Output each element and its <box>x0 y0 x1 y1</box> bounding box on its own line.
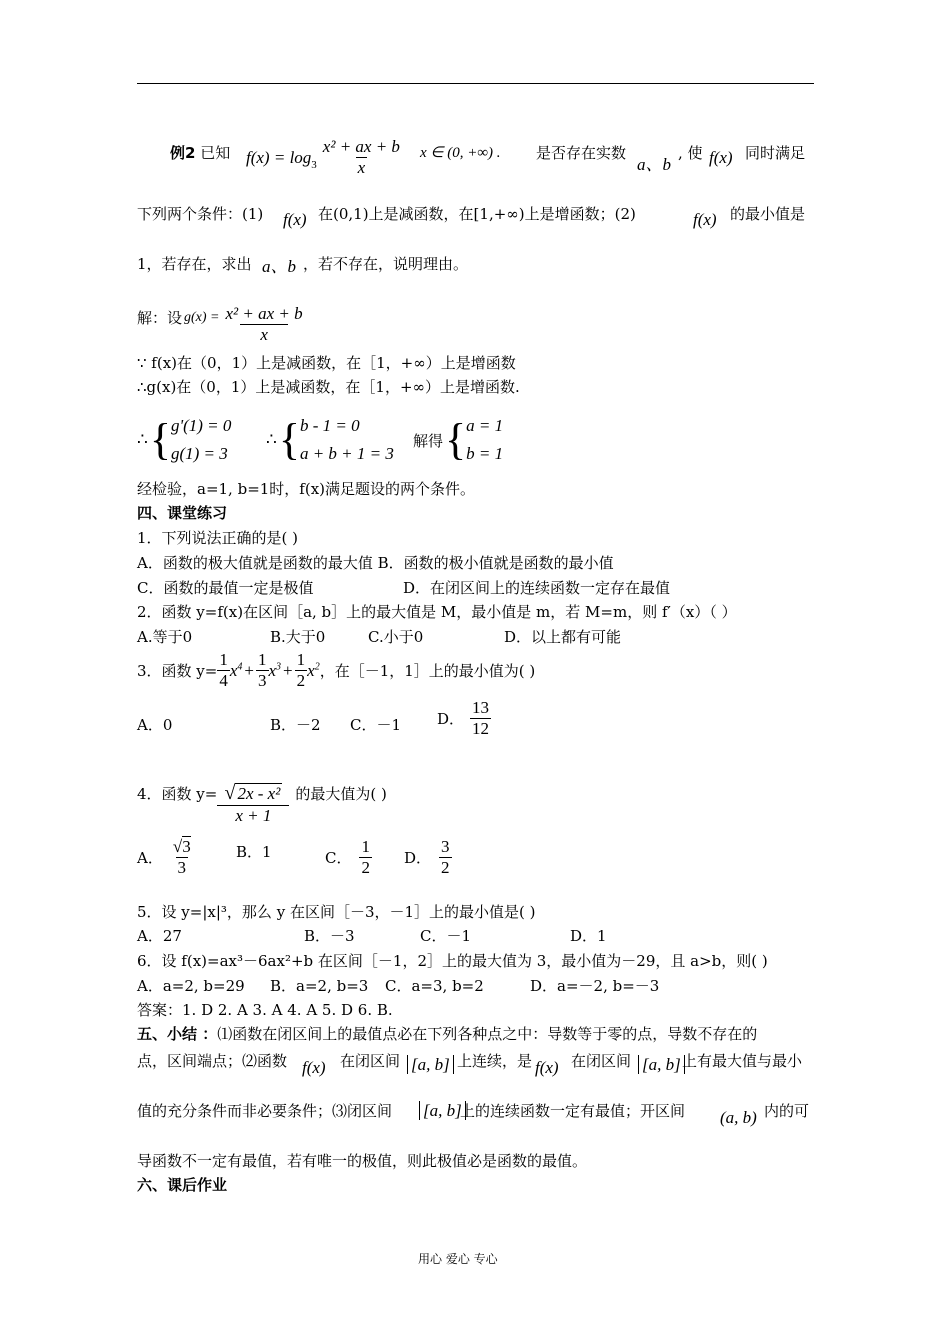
example-line3-ab: a、b <box>262 257 296 276</box>
section5-line4: 导函数不一定有最值，若有唯一的极值，则此极值必是函数的最值。 <box>137 1152 588 1170</box>
section5-fx-1: f(x) <box>302 1058 326 1077</box>
example-line3-b: ，若不存在，说明理由。 <box>303 255 469 273</box>
q4-option-a: A． $\frac{√3}{3}$ <box>137 837 191 877</box>
example-line2-c: 的最小值是 <box>730 205 806 223</box>
example-fx: f(x) <box>709 148 733 167</box>
section5-line3-a: 值的充分条件而非必要条件；⑶闭区间 <box>137 1102 393 1120</box>
section5-line2-e: 上有最大值与最小 <box>682 1052 803 1070</box>
q1-option-d: D．在闭区间上的连续函数一定存在最值 <box>403 579 671 597</box>
section5-interval-2: [a, b] <box>638 1055 685 1075</box>
q6-option-d: D．a=－2, b=－3 <box>530 977 660 995</box>
section5-line2-c: 上连续，是 <box>457 1052 533 1070</box>
example-question: 是否存在实数 <box>536 144 627 162</box>
solution-check: 经检验，a=1, b=1时，f(x)满足题设的两个条件。 <box>137 480 476 498</box>
q1: 1．下列说法正确的是( ) <box>137 529 299 547</box>
section5-interval-open: (a, b) <box>720 1108 757 1127</box>
section5-line3-b: 上的连续函数一定有最值；开区间 <box>460 1102 686 1120</box>
example-line2-fx2: f(x) <box>693 210 717 229</box>
solution-system-3: 解得 { a = 1 b = 1 <box>413 415 504 464</box>
q6-option-c: C．a=3, b=2 <box>385 977 484 995</box>
q2-option-d: D．以上都有可能 <box>504 628 622 646</box>
example-q3: 同时满足 <box>745 144 806 162</box>
q5-option-d: D．1 <box>570 927 607 945</box>
q1-option-c: C．函数的最值一定是极值 <box>137 579 314 597</box>
section5-interval-1: [a, b] <box>407 1055 454 1075</box>
q6: 6．设 f(x)=ax³－6ax²+b 在区间［－1，2］上的最大值为 3，最小值为－29，且 a>b，则( ) <box>137 952 768 970</box>
q4: 4．函数 y= √ 2x - x² x + 1 的最大值为( ) <box>137 782 387 825</box>
page-footer: 用心 爱心 专心 <box>418 1252 498 1266</box>
q2-option-b: B.大于0 <box>270 628 326 646</box>
example-line2-b: 在(0,1)上是减函数，在[1,+∞)上是增函数；(2) <box>318 205 636 223</box>
q3-option-b: B．－2 <box>270 716 321 734</box>
solution-lead: 解：设 g(x) = $\frac{\text{x² + ax + b}}{x}$ <box>137 304 303 344</box>
q6-option-b: B．a=2, b=3 <box>270 977 369 995</box>
header-rule <box>137 83 814 84</box>
section5-line2-d: 在闭区间 <box>571 1052 632 1070</box>
q5-option-b: B．－3 <box>304 927 355 945</box>
example-q2: , 使 <box>678 144 703 162</box>
q2-option-a: A.等于0 <box>137 628 193 646</box>
f-definition: f(x) = log $_3$ $\frac{\text{x² + ax + b}}{x}$ <box>246 137 400 177</box>
q6-option-a: A．a=2, b=29 <box>137 977 245 995</box>
q4-option-d: D． $\frac{3}{2}$ <box>404 837 450 877</box>
q3-option-d: D． $\frac{13}{12}$ <box>437 698 490 738</box>
solution-therefore: ∴g(x)在（0，1）上是减函数，在［1，+∞）上是增函数. <box>137 378 520 396</box>
q4-option-c: C． $\frac{1}{2}$ <box>325 837 370 877</box>
example-ab: a、b <box>637 155 671 174</box>
section6-title: 六、课后作业 <box>137 1176 228 1194</box>
example-line3-a: 1，若存在，求出 <box>137 255 252 273</box>
example-domain: x ∈ (0, +∞) . <box>420 145 501 161</box>
q2: 2．函数 y=f(x)在区间［a, b］上的最大值是 M，最小值是 m，若 M=m，则 f′（x）（ ） <box>137 603 737 621</box>
solution-because: ∵ f(x)在（0，1）上是减函数，在［1，+∞）上是增函数 <box>137 354 516 372</box>
q3-option-c: C．－1 <box>350 716 402 734</box>
q3-option-a: A．0 <box>137 716 173 734</box>
example-line2-fx: f(x) <box>283 210 307 229</box>
section5-line3-c: 内的可 <box>764 1102 810 1120</box>
example-line2-a: 下列两个条件：(1) <box>137 205 264 223</box>
q5-option-c: C．－1 <box>420 927 472 945</box>
section5-line1: 五、小结 ：⑴函数在闭区间上的最值点必在下列各种点之中：导数等于零的点，导数不存在的 <box>137 1025 758 1043</box>
section5-title: 五、小结 ： <box>137 1025 218 1043</box>
q5-option-a: A．27 <box>137 927 182 945</box>
q4-option-b: B．1 <box>236 843 272 861</box>
q3: 3．函数 y= $\frac{1}{4}$ $x^4$ + $\frac{1}{3}$ $x^3$ + $\frac{1}{2}$ $x^2$ ，在［－1，1］上的最小值为( ) <box>137 650 536 690</box>
section4-title: 四、课堂练习 <box>137 504 228 522</box>
example-label: 例2 已知 <box>170 144 231 162</box>
section5-fx-2: f(x) <box>535 1058 559 1077</box>
solution-system-2: ∴ { b - 1 = 0 a + b + 1 = 3 <box>266 415 394 464</box>
q5: 5．设 y=|x|³，那么 y 在区间［－3，－1］上的最小值是( ) <box>137 903 536 921</box>
section5-interval-3: [a, b] <box>419 1101 466 1121</box>
answers: 答案：1. D 2. A 3. A 4. A 5. D 6. B. <box>137 1001 393 1019</box>
q1-options-ab: A．函数的极大值就是函数的最大值 B．函数的极小值就是函数的最小值 <box>137 554 614 572</box>
solution-system-1: ∴ { g'(1) = 0 g(1) = 3 <box>137 415 232 464</box>
q2-option-c: C.小于0 <box>368 628 424 646</box>
section5-line2-a: 点，区间端点；⑵函数 <box>137 1052 288 1070</box>
section5-line2-b: 在闭区间 <box>340 1052 401 1070</box>
